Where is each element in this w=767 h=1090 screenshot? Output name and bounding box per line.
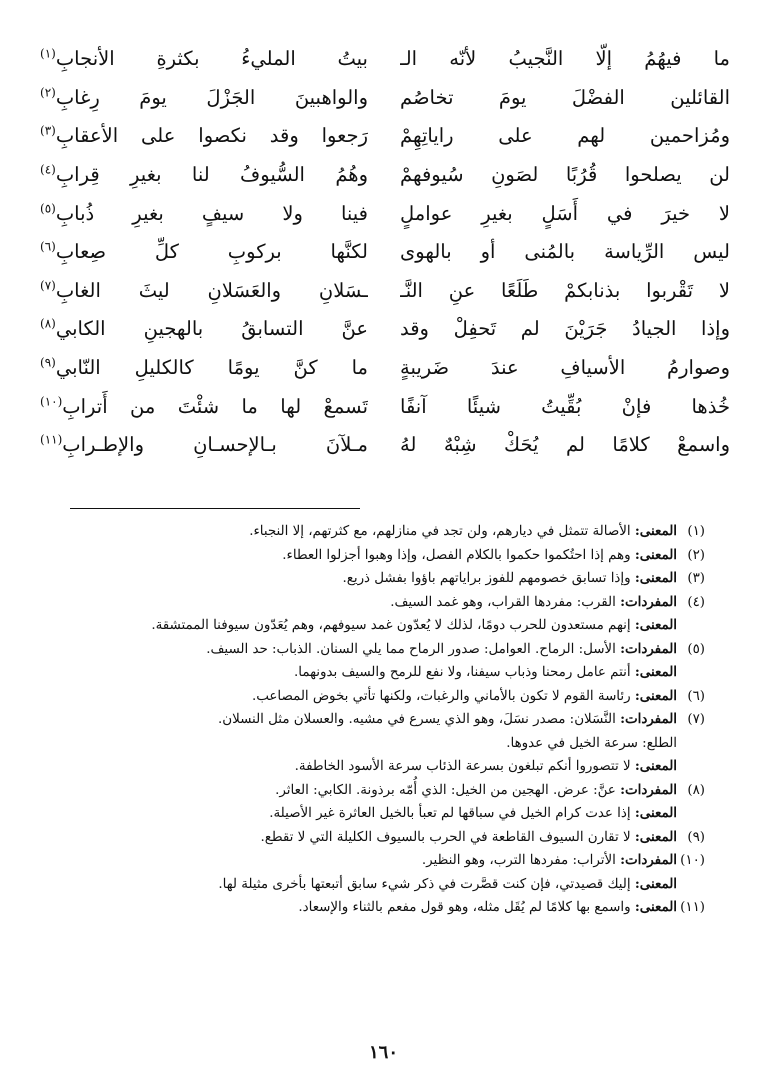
footnote-ref: (٩) [40,355,56,370]
footnote-text: أنتم عامل رمحنا وذباب سيفنا، ولا نفع للرمح والسيف بدونهما. [294,665,635,680]
footnote-text: إذا عدت كرام الخيل في سباقها لم تعبأ بالخيل العاثرة غير الأصيلة. [269,806,635,821]
verse-second-hemistich [40,156,368,194]
footnote-text: الأصالة تتمثل في ديارهم، ولن تجد في منازلهم، مع كثرتهم، إلا النجباء. [249,524,635,539]
footnote [65,896,705,920]
footnote-label: المعنى: [634,828,677,845]
footnote-ref: (٢) [40,85,56,100]
footnote-ref: (٧) [40,278,56,293]
footnote-label: المعنى: [634,523,677,539]
verse-first-hemistich: ليس الرِّياسة بالمُنى أو بالهوى [400,240,730,264]
footnote-number: (٣) [687,571,705,586]
hemistich-text: والواهبينَ الجَزْلَ يومَ رِغابِ [55,85,368,109]
footnote [65,779,705,803]
verse-first-hemistich: لا تَقْربوا بذنابكمْ طَلَعًا عنِ النَّـ [400,278,730,302]
footnote-label: المعنى: [634,758,677,774]
footnote-number: (٨) [687,782,705,798]
footnote-ref: (٥) [40,201,56,216]
footnote-label: المفردات: [620,593,677,610]
hemistich-text: وهُمُ السُّيوفُ لنا بغيرِ قِرابِ [55,163,368,187]
footnote [65,638,705,662]
footnote-text: لا تتصوروا أنكم تبلغون بسرعة الذئاب سرعة الأسود الخاطفة. [294,759,635,774]
footnote-text: رئاسة القوم لا تكون بالأماني والرغبات، ولكنها تأتي بخوض المصاعب. [251,688,635,704]
verse-first-hemistich: واسمعْ كلامًا لم يُحَكْ شِبْهٌ لهُ [400,433,730,457]
footnote-continuation [65,873,705,897]
footnote-number: (١١) [680,900,705,915]
footnote [65,826,705,850]
verse-second-hemistich [40,388,368,426]
footnote-number: (٤) [687,594,705,610]
verse-second-hemistich [40,233,368,271]
footnote-number: (١) [687,524,705,539]
verse-4 [40,156,730,195]
verse-second-hemistich [40,40,368,78]
footnote-ref: (١) [40,46,56,61]
verse-7 [40,272,730,311]
verse-10 [40,387,730,426]
page-number: ١٦٠ [368,1042,398,1063]
verse-first-hemistich: لن يصلحوا قُرُبًا لصَونِ سُيوفهمْ [400,163,730,187]
footnote-number: (٧) [687,712,705,727]
hemistich-text: بيتُ المليءُ بكثرةِ الأنجابِ [55,47,368,71]
footnote-text: الطلع: سرعة الخيل في عدوها. [506,735,677,751]
verse-second-hemistich [40,195,368,233]
hemistich-text: مـلآنَ بـالإحسـانِ والإطـرابِ [62,433,368,457]
footnote [65,708,705,732]
footnote-number: (٩) [687,829,705,845]
verse-5 [40,194,730,233]
poem [40,40,730,465]
verse-first-hemistich: لا خيرَ في أَسَلٍ بغيرِ عواملٍ [400,201,730,225]
footnote-number: (٢) [687,547,705,563]
footnote-label: المفردات: [620,711,677,727]
footnote-ref: (١٠) [40,394,63,409]
verse-second-hemistich [40,79,368,117]
footnote-continuation [65,614,705,638]
footnote-continuation [65,755,705,779]
hemistich-text: تَسمعْ لها ما شئْتَ من أَترابِ [62,394,368,418]
footnote-text: وهم إذا احتُكموا حكموا بالكلام الفصل، وإذا وهبوا أجزلوا العطاء. [282,547,635,563]
footnote-number: (٥) [687,641,705,657]
footnote-continuation [65,802,705,826]
verse-second-hemistich [40,426,368,464]
footnote-label: المعنى: [634,899,677,915]
verse-first-hemistich: وصوارمُ الأسيافِ عندَ ضَريبةٍ [400,356,730,380]
footnote-ref: (٦) [40,239,56,254]
verse-first-hemistich: القائلين الفضْلَ يومَ تخاصُم [400,85,730,109]
footnote-number: (١٠) [680,853,705,868]
hemistich-text: لكنَّها بركوبِ كلِّ صِعابِ [55,240,368,264]
footnote-text: لا تقارن السيوف القاطعة في الحرب بالسيوف الكليلة التي لا تقطع. [260,829,635,845]
footnote [65,520,705,544]
verse-first-hemistich: ومُزاحمين لهم على راياتِهِمْ [400,124,730,148]
verse-6 [40,233,730,272]
verse-second-hemistich [40,272,368,310]
verse-first-hemistich: وإذا الجيادُ جَرَيْنَ لم تَحفِلْ وقد [400,317,730,341]
footnote-label: المعنى: [634,570,677,586]
footnote-ref: (٤) [40,162,56,177]
footnote-text: إنهم مستعدون للحرب دومًا، لذلك لا يُعدّون غمد سيوفهم، وهم يُعَدّون سيوفنا الممتشقة. [151,618,635,633]
verse-second-hemistich [40,310,368,348]
footnote-label: المعنى: [634,805,677,821]
verse-first-hemistich: خُذها فإنْ بُقِّيتُ شيئًا آنفًا [400,394,730,418]
footnote-continuation [65,732,705,756]
footnote-text: الأتراب: مفردها الترب، وهو النظير. [421,853,621,868]
verse-3 [40,117,730,156]
verse-8 [40,310,730,349]
hemistich-text: عنَّ التسابقُ بالهجينِ الكابي [55,317,368,341]
footnote [65,685,705,709]
footnote-text: عنَّ: عرض. الهجين من الخيل: الذي أُمّه برذونة. الكابي: العاثر. [275,782,621,798]
footnote-text: إليك قصيدتي، فإن كنت قصَّرت في ذكر شيء سابق أتبعتها بأخرى مثيلة لها. [218,876,635,892]
footnote-label: المعنى: [634,687,677,704]
verse-first-hemistich: ما فيهُمُ إلّا النَّجيبُ لأنّه الـ [400,47,730,71]
footnote-ref: (١١) [40,432,63,447]
footnotes [65,520,705,920]
footnote-label: المفردات: [620,852,677,868]
footnote-text: النَّسَلان: مصدر نسَلَ، وهو الذي يسرع في مشيه. والعسلان مثل النسلان. [218,712,621,727]
verse-1 [40,40,730,79]
footnote-label: المعنى: [634,546,677,563]
footnote-label: المعنى: [634,664,677,680]
verse-second-hemistich [40,349,368,387]
footnote [65,567,705,591]
verse-9 [40,349,730,388]
footnote-label: المعنى: [634,875,677,892]
footnote-label: المفردات: [620,781,677,798]
verse-11 [40,426,730,465]
footnote-ref: (٣) [40,123,56,138]
footnote-number: (٦) [687,688,705,704]
hemistich-text: رَجعوا وقد نكصوا على الأعقابِ [55,124,368,148]
footnote [65,849,705,873]
footnote [65,544,705,568]
verse-second-hemistich [40,117,368,155]
footnote [65,591,705,615]
footnote-text: وإذا تسابق خصومهم للفوز براياتهم باؤوا بفشل ذريع. [342,571,635,586]
verse-2 [40,79,730,118]
hemistich-text: فينا ولا سيفٍ بغيرِ ذُبابِ [55,201,368,225]
hemistich-text: ـسَلانِ والعَسَلانِ ليثَ الغابِ [55,278,368,302]
footnote-text: القرب: مفردها القراب، وهو غمد السيف. [390,594,621,610]
hemistich-text: ما كنَّ يومًا كالكليلِ النّابي [55,356,368,380]
footnote-divider [70,508,360,509]
footnote-continuation [65,661,705,685]
footnote-label: المعنى: [634,617,677,633]
footnote-text: واسمع بها كلامًا لم يُقَل مثله، وهو قول مفعم بالثناء والإسعاد. [298,900,635,915]
footnote-ref: (٨) [40,316,56,331]
footnote-text: الأسل: الرماح. العوامل: صدور الرماح مما يلي السنان. الذباب: حد السيف. [206,641,621,657]
footnote-label: المفردات: [620,640,677,657]
